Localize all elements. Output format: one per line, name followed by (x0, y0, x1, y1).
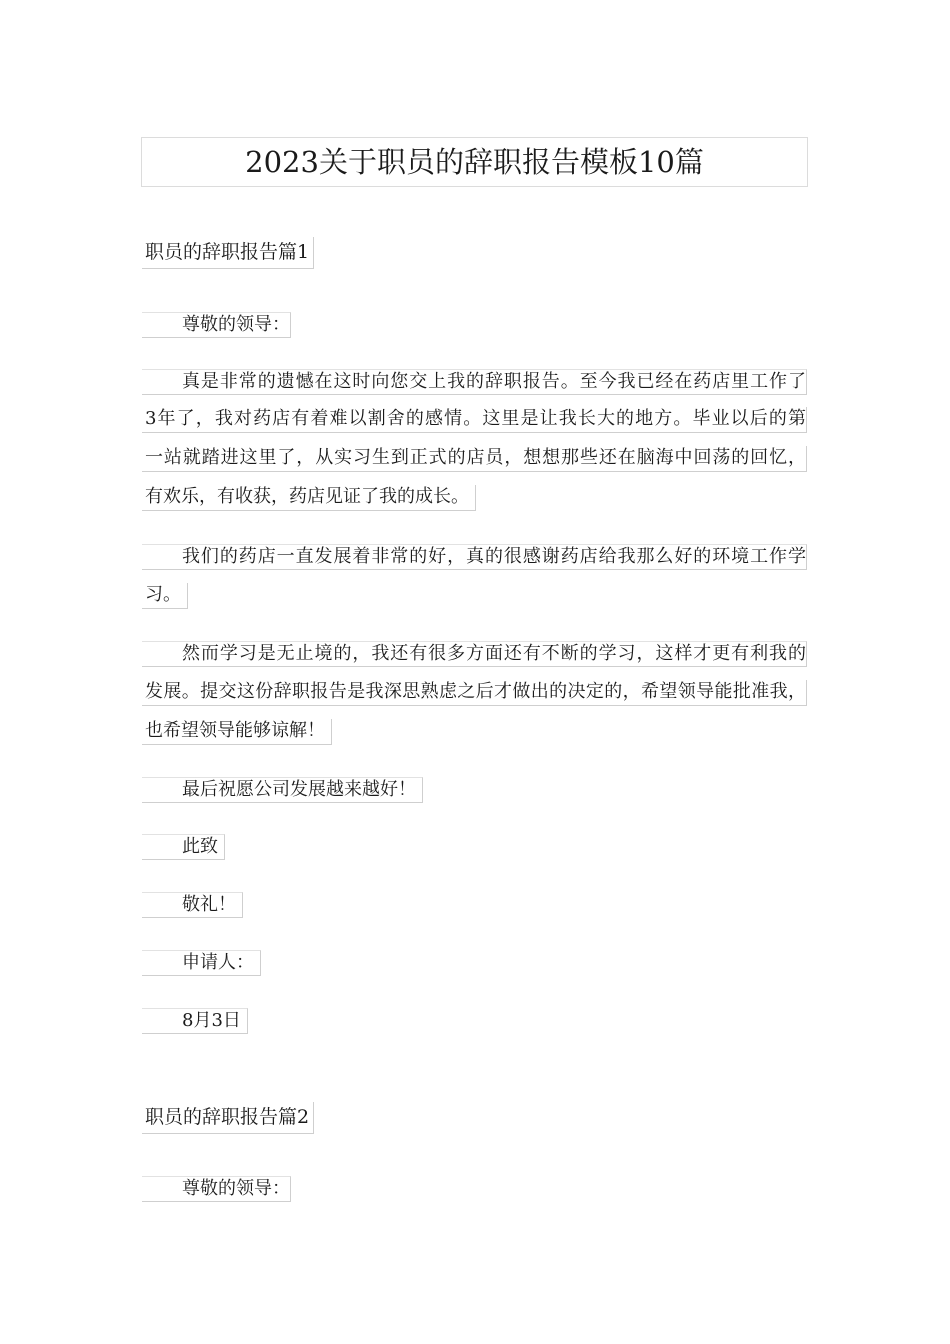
paragraph-1-line-4: 有欢乐，有收获，药店见证了我的成长。 (142, 485, 476, 511)
paragraph-3-line-3: 也希望领导能够谅解！ (142, 719, 332, 745)
section-heading-2: 职员的辞职报告篇2 (142, 1102, 314, 1134)
salutation-1: 尊敬的领导： (142, 312, 291, 338)
paragraph-1-line-2: 3年了，我对药店有着难以割舍的感情。这里是让我长大的地方。毕业以后的第 (142, 407, 807, 433)
section-heading-1: 职员的辞职报告篇1 (142, 237, 314, 269)
paragraph-3-line-1: 然而学习是无止境的，我还有很多方面还有不断的学习，这样才更有利我的 (142, 641, 807, 667)
closing-1: 此致 (142, 834, 225, 860)
paragraph-1-line-1: 真是非常的遗憾在这时向您交上我的辞职报告。至今我已经在药店里工作了 (142, 369, 807, 395)
closing-wish: 最后祝愿公司发展越来越好！ (142, 777, 423, 803)
letter-date: 8月3日 (142, 1008, 248, 1034)
paragraph-3-line-2: 发展。提交这份辞职报告是我深思熟虑之后才做出的决定的，希望领导能批准我， (142, 680, 807, 706)
page-title: 2023关于职员的辞职报告模板10篇 (141, 137, 808, 187)
paragraph-2-line-1: 我们的药店一直发展着非常的好，真的很感谢药店给我那么好的环境工作学 (142, 544, 807, 570)
salutation-2: 尊敬的领导： (142, 1176, 291, 1202)
closing-2: 敬礼！ (142, 892, 243, 918)
applicant-label: 申请人： (142, 950, 261, 976)
paragraph-2-line-2: 习。 (142, 583, 188, 609)
paragraph-1-line-3: 一站就踏进这里了，从实习生到正式的店员，想想那些还在脑海中回荡的回忆， (142, 446, 807, 472)
